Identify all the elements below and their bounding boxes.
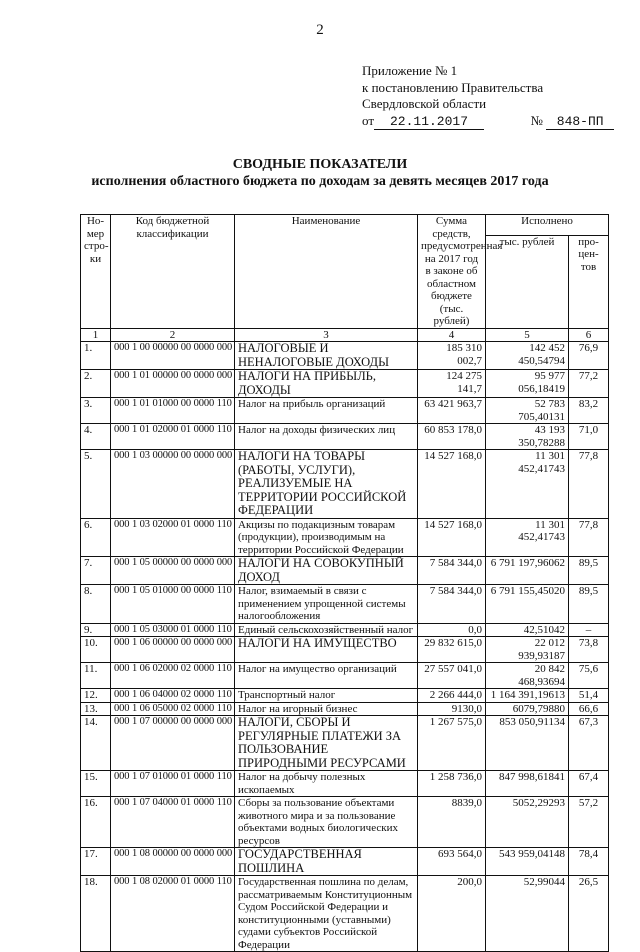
row-number: 14. (81, 716, 111, 771)
appendix-line-1: Приложение № 1 (362, 63, 458, 78)
table-row (81, 876, 609, 952)
item-name: НАЛОГИ, СБОРЫ И РЕГУЛЯРНЫЕ ПЛАТЕЖИ ЗА ПОЛЬЗОВАНИЕ ПРИРОДНЫМИ РЕСУРСАМИ (235, 716, 418, 771)
executed-sum: 853 050,91134 (486, 716, 569, 771)
appendix-line-2: к постановлению Правительства (362, 79, 544, 95)
date-prefix: от (362, 112, 375, 128)
table-row (81, 585, 609, 624)
item-name: Сборы за пользование объектами животного мира и за пользование объектами водных биологических ресурсов (235, 797, 418, 848)
table-row (81, 797, 609, 848)
row-number: 2. (81, 370, 111, 398)
document-title (0, 156, 640, 190)
item-name: Транспортный налог (235, 689, 418, 703)
executed-percent: 73,8 (569, 637, 609, 663)
planned-sum: 185 310 002,7 (418, 342, 486, 370)
table-row (81, 663, 609, 689)
planned-sum: 14 527 168,0 (418, 518, 486, 557)
budget-code: 000 1 01 01000 00 0000 110 (111, 398, 235, 424)
planned-sum: 9130,0 (418, 702, 486, 716)
column-index: 5 (486, 328, 569, 342)
table-row (81, 450, 609, 519)
row-number: 8. (81, 585, 111, 624)
table-header-row-1 (81, 215, 609, 236)
column-index: 4 (418, 328, 486, 342)
budget-code: 000 1 07 00000 00 0000 000 (111, 716, 235, 771)
budget-code: 000 1 07 04000 01 0000 110 (111, 797, 235, 848)
executed-sum: 5052,29293 (486, 797, 569, 848)
item-name: Государственная пошлина по делам, рассматриваемым Конституционным Судом Российской Федерации и конституционными (уставными) судами субъектов Российской Федерации (235, 876, 418, 952)
budget-code: 000 1 06 04000 02 0000 110 (111, 689, 235, 703)
budget-code: 000 1 05 03000 01 0000 110 (111, 623, 235, 637)
budget-code: 000 1 06 05000 02 0000 110 (111, 702, 235, 716)
executed-sum: 1 164 391,19613 (486, 689, 569, 703)
row-number: 7. (81, 557, 111, 585)
title-line-2: исполнения областного бюджета по доходам за девять месяцев 2017 года (91, 174, 549, 189)
title-line-1: СВОДНЫЕ ПОКАЗАТЕЛИ (232, 157, 408, 172)
planned-sum: 8839,0 (418, 797, 486, 848)
item-name: Налог на доходы физических лиц (235, 424, 418, 450)
table-row (81, 689, 609, 703)
planned-sum: 200,0 (418, 876, 486, 952)
item-name: Налог на имущество организаций (235, 663, 418, 689)
executed-sum: 6079,79880 (486, 702, 569, 716)
executed-percent: 77,2 (569, 370, 609, 398)
executed-sum: 20 842 468,93694 (486, 663, 569, 689)
planned-sum: 27 557 041,0 (418, 663, 486, 689)
appendix-block (362, 63, 614, 130)
executed-percent: 83,2 (569, 398, 609, 424)
item-name: Единый сельскохозяйственный налог (235, 623, 418, 637)
item-name: НАЛОГИ НА СОВОКУПНЫЙ ДОХОД (235, 557, 418, 585)
planned-sum: 1 267 575,0 (418, 716, 486, 771)
planned-sum: 0,0 (418, 623, 486, 637)
executed-sum: 6 791 155,45020 (486, 585, 569, 624)
column-index: 3 (235, 328, 418, 342)
table-row (81, 716, 609, 771)
table-row (81, 623, 609, 637)
executed-percent: 67,3 (569, 716, 609, 771)
item-name: НАЛОГИ НА ТОВАРЫ (РАБОТЫ, УСЛУГИ), РЕАЛИЗУЕМЫЕ НА ТЕРРИТОРИИ РОССИЙСКОЙ ФЕДЕРАЦИИ (235, 450, 418, 519)
table-row (81, 637, 609, 663)
header-row-number: Но-мер стро-ки (81, 215, 111, 329)
item-name: Налог на добычу полезных ископаемых (235, 771, 418, 797)
planned-sum: 63 421 963,7 (418, 398, 486, 424)
budget-code: 000 1 07 01000 01 0000 110 (111, 771, 235, 797)
executed-sum: 11 301 452,41743 (486, 450, 569, 519)
header-name: Наименование (235, 215, 418, 329)
executed-percent: 89,5 (569, 557, 609, 585)
table-row (81, 342, 609, 370)
budget-code: 000 1 05 00000 00 0000 000 (111, 557, 235, 585)
executed-percent: 77,8 (569, 450, 609, 519)
executed-percent: 26,5 (569, 876, 609, 952)
row-number: 1. (81, 342, 111, 370)
item-name: Налог, взимаемый в связи с применением упрощенной системы налогообложения (235, 585, 418, 624)
item-name: Налог на прибыль организаций (235, 398, 418, 424)
item-name: НАЛОГИ НА ИМУЩЕСТВО (235, 637, 418, 663)
executed-sum: 22 012 939,93187 (486, 637, 569, 663)
table-row (81, 702, 609, 716)
executed-sum: 42,51042 (486, 623, 569, 637)
executed-percent: 78,4 (569, 848, 609, 876)
row-number: 10. (81, 637, 111, 663)
item-name: Акцизы по подакцизным товарам (продукции), производимым на территории Российской Федерации (235, 518, 418, 557)
planned-sum: 693 564,0 (418, 848, 486, 876)
item-name: НАЛОГИ НА ПРИБЫЛЬ, ДОХОДЫ (235, 370, 418, 398)
planned-sum: 60 853 178,0 (418, 424, 486, 450)
planned-sum: 7 584 344,0 (418, 557, 486, 585)
table-row (81, 370, 609, 398)
executed-percent: 67,4 (569, 771, 609, 797)
executed-percent: 57,2 (569, 797, 609, 848)
header-executed-percent: про-цен-тов (569, 235, 609, 328)
planned-sum: 7 584 344,0 (418, 585, 486, 624)
executed-percent: 71,0 (569, 424, 609, 450)
resolution-date: 22.11.2017 (374, 115, 484, 130)
appendix-line-3: Свердловской области (362, 96, 487, 111)
column-index: 6 (569, 328, 609, 342)
appendix-date-line (362, 113, 614, 130)
row-number: 17. (81, 848, 111, 876)
planned-sum: 14 527 168,0 (418, 450, 486, 519)
planned-sum: 124 275 141,7 (418, 370, 486, 398)
budget-code: 000 1 01 02000 01 0000 110 (111, 424, 235, 450)
column-index: 2 (111, 328, 235, 342)
resolution-number: 848-ПП (546, 115, 614, 130)
table-row (81, 398, 609, 424)
executed-sum: 142 452 450,54794 (486, 342, 569, 370)
table-row (81, 557, 609, 585)
budget-code: 000 1 03 00000 00 0000 000 (111, 450, 235, 519)
executed-sum: 847 998,61841 (486, 771, 569, 797)
budget-code: 000 1 06 00000 00 0000 000 (111, 637, 235, 663)
budget-code: 000 1 03 02000 01 0000 110 (111, 518, 235, 557)
executed-percent: – (569, 623, 609, 637)
executed-sum: 11 301 452,41743 (486, 518, 569, 557)
row-number: 6. (81, 518, 111, 557)
row-number: 15. (81, 771, 111, 797)
executed-sum: 543 959,04148 (486, 848, 569, 876)
header-planned-sum: Сумма средств, предусмотренная на 2017 год в законе об областном бюджете (тыс. рублей) (418, 215, 486, 329)
table-row (81, 848, 609, 876)
column-index: 1 (81, 328, 111, 342)
row-number: 4. (81, 424, 111, 450)
row-number: 11. (81, 663, 111, 689)
item-name: НАЛОГОВЫЕ И НЕНАЛОГОВЫЕ ДОХОДЫ (235, 342, 418, 370)
planned-sum: 2 266 444,0 (418, 689, 486, 703)
executed-percent: 66,6 (569, 702, 609, 716)
number-prefix: № (530, 112, 543, 128)
executed-percent: 51,4 (569, 689, 609, 703)
table-body (81, 342, 609, 952)
table-row (81, 518, 609, 557)
executed-sum: 43 193 350,78288 (486, 424, 569, 450)
executed-sum: 95 977 056,18419 (486, 370, 569, 398)
header-executed-rub: тыс. рублей (486, 235, 569, 328)
budget-code: 000 1 05 01000 00 0000 110 (111, 585, 235, 624)
row-number: 18. (81, 876, 111, 952)
planned-sum: 29 832 615,0 (418, 637, 486, 663)
budget-code: 000 1 08 02000 01 0000 110 (111, 876, 235, 952)
executed-percent: 77,8 (569, 518, 609, 557)
executed-sum: 6 791 197,96062 (486, 557, 569, 585)
executed-percent: 89,5 (569, 585, 609, 624)
page-number: 2 (316, 22, 324, 38)
budget-code: 000 1 06 02000 02 0000 110 (111, 663, 235, 689)
row-number: 3. (81, 398, 111, 424)
executed-percent: 75,6 (569, 663, 609, 689)
budget-code: 000 1 00 00000 00 0000 000 (111, 342, 235, 370)
executed-sum: 52 783 705,40131 (486, 398, 569, 424)
executed-percent: 76,9 (569, 342, 609, 370)
revenue-table (80, 214, 609, 952)
budget-code: 000 1 01 00000 00 0000 000 (111, 370, 235, 398)
row-number: 12. (81, 689, 111, 703)
header-code: Код бюджетной классификации (111, 215, 235, 329)
item-name: Налог на игорный бизнес (235, 702, 418, 716)
row-number: 13. (81, 702, 111, 716)
row-number: 5. (81, 450, 111, 519)
header-executed: Исполнено (486, 215, 609, 236)
budget-code: 000 1 08 00000 00 0000 000 (111, 848, 235, 876)
table-row (81, 771, 609, 797)
row-number: 16. (81, 797, 111, 848)
table-row (81, 424, 609, 450)
executed-sum: 52,99044 (486, 876, 569, 952)
row-number: 9. (81, 623, 111, 637)
planned-sum: 1 258 736,0 (418, 771, 486, 797)
item-name: ГОСУДАРСТВЕННАЯ ПОШЛИНА (235, 848, 418, 876)
column-index-row (81, 328, 609, 342)
